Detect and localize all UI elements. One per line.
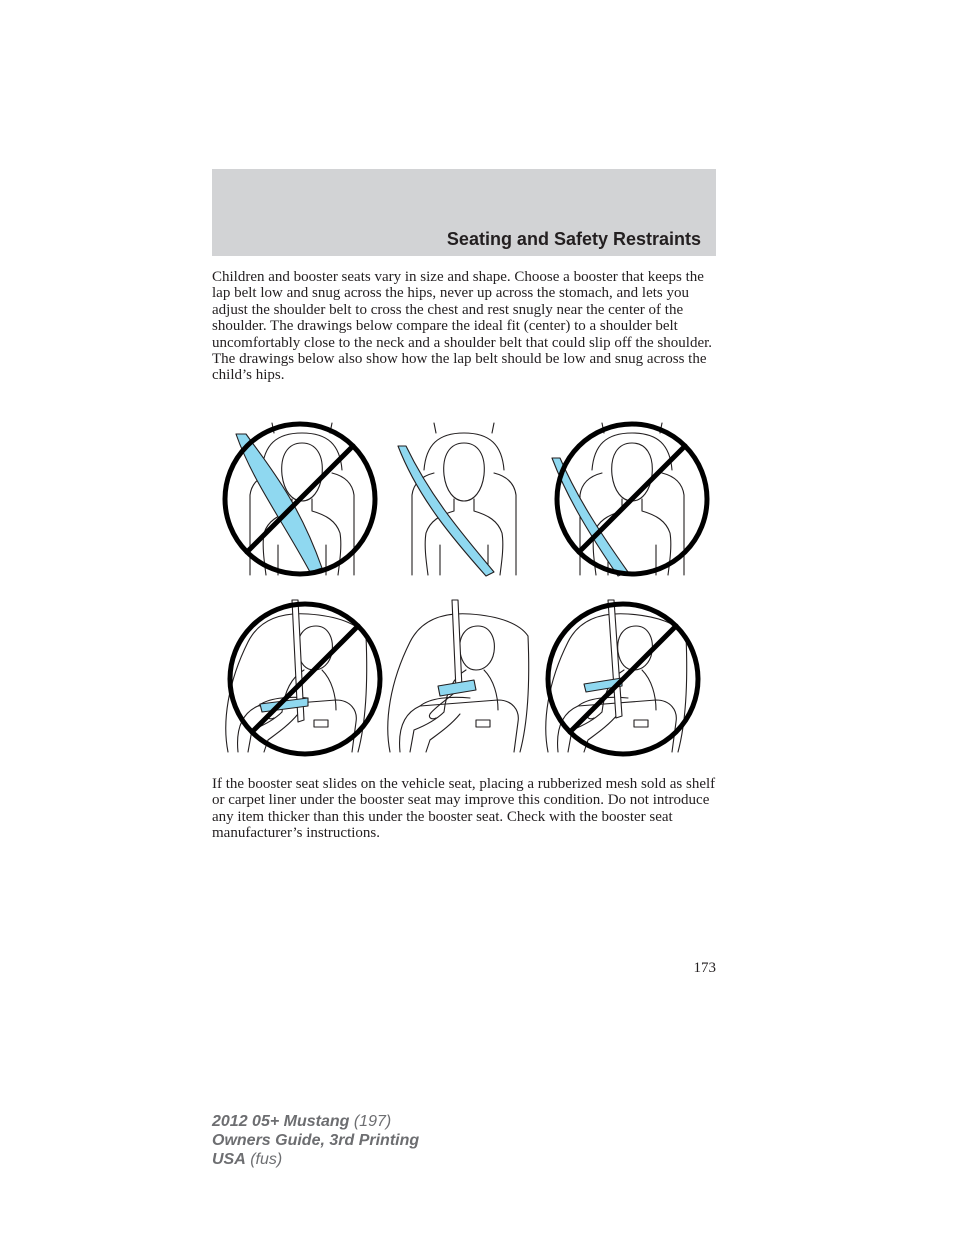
footer-market-code: (fus) bbox=[245, 1151, 283, 1168]
panel-booster-lap-belt-too-high-right bbox=[546, 600, 698, 754]
panel-front-ideal-fit bbox=[398, 423, 516, 576]
panel-front-belt-slips-off-shoulder bbox=[552, 423, 707, 576]
footer-model-line bbox=[212, 1112, 419, 1131]
prohibited-icon bbox=[230, 604, 380, 754]
section-header-band bbox=[212, 169, 716, 256]
document-footer bbox=[212, 1112, 419, 1169]
panel-booster-lap-belt-too-high-left bbox=[226, 600, 380, 754]
panel-front-belt-too-close-to-neck bbox=[225, 423, 375, 575]
lap-belt bbox=[438, 680, 476, 696]
prohibited-icon bbox=[548, 604, 698, 754]
footer-guide-line bbox=[212, 1131, 419, 1150]
section-title: Seating and Safety Restraints bbox=[446, 229, 701, 249]
page-number: 173 bbox=[693, 960, 716, 976]
booster-slide-paragraph: If the booster seat slides on the vehicle seat, placing a rubberized mesh sold as shelf or carpet liner under the booster seat may improve this condition. Do not introduce any item thicker than this under the booster seat. Check with the booster seat manufacturer’s instructions. bbox=[212, 776, 716, 842]
panel-booster-ideal-fit bbox=[388, 600, 529, 752]
footer-model: 2012 05+ Mustang bbox=[212, 1113, 350, 1130]
footer-market: USA bbox=[212, 1151, 246, 1168]
footer-model-code: (197) bbox=[349, 1113, 392, 1130]
footer-market-line bbox=[212, 1150, 419, 1169]
footer-guide: Owners Guide, 3rd Printing bbox=[212, 1132, 420, 1149]
intro-paragraph: Children and booster seats vary in size and shape. Choose a booster that keeps the lap belt low and snug across the hips, never up across the stomach, and lets you adjust the shoulder belt to cross the chest and rest snugly near the center of the shoulder. The drawings below compare the ideal fit (center) to a shoulder belt uncomfortably close to the neck and a shoulder belt that could slip off the shoulder. The drawings below also show how the lap belt should be low and snug across the child’s hips. bbox=[212, 269, 713, 384]
booster-seat-belt-fit-illustration bbox=[212, 420, 716, 765]
